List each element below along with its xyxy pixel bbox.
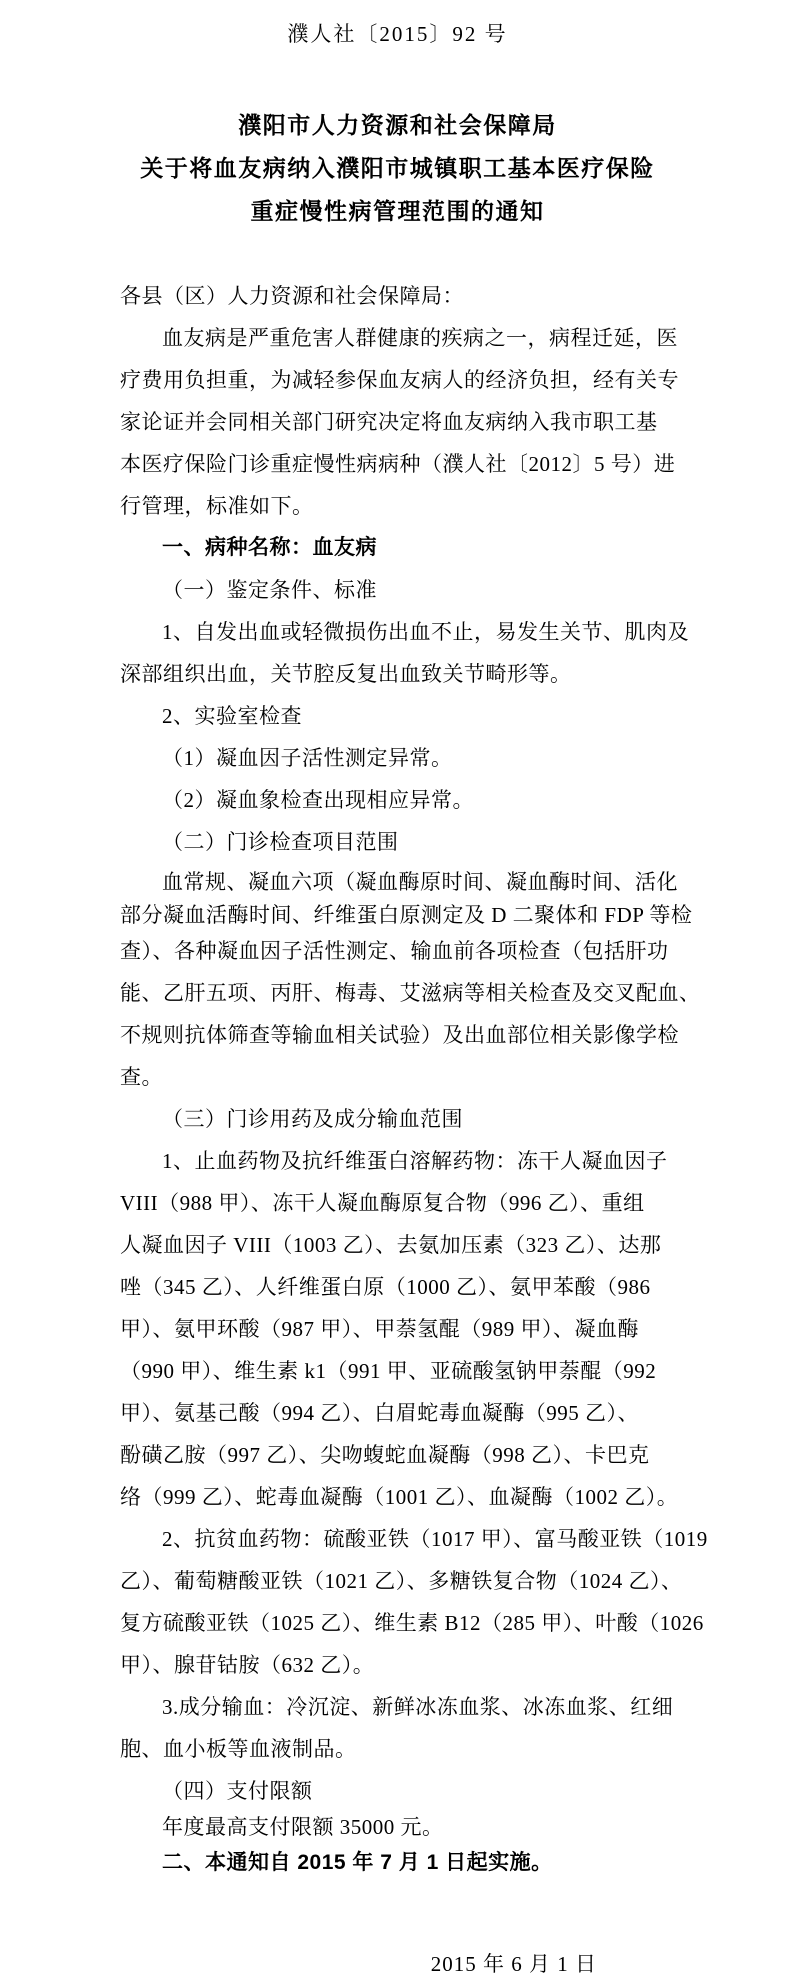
body-line: 甲）、腺苷钴胺（632 乙）。: [120, 1653, 375, 1677]
body-line: 血常规、凝血六项（凝血酶原时间、凝血酶时间、活化: [162, 870, 678, 894]
subsection-heading-medication-scope: （三）门诊用药及成分输血范围: [162, 1107, 463, 1131]
document-number: 濮人社〔2015〕92 号: [287, 22, 508, 46]
section-heading-disease-name: 一、病种名称：血友病: [162, 536, 377, 559]
body-line: 不规则抗体筛查等输血相关试验）及出血部位相关影像学检: [120, 1023, 679, 1047]
body-line: 查。: [120, 1065, 163, 1089]
section-heading-effective-date: 二、本通知自 2015 年 7 月 1 日起实施。: [162, 1851, 553, 1874]
body-line: VIII（988 甲）、冻干人凝血酶原复合物（996 乙）、重组: [120, 1191, 645, 1215]
salutation: 各县（区）人力资源和社会保障局：: [120, 284, 464, 308]
body-line: 查）、各种凝血因子活性测定、输血前各项检查（包括肝功: [120, 939, 669, 963]
body-line: 唑（345 乙）、人纤维蛋白原（1000 乙）、氨甲苯酸（986: [120, 1275, 651, 1299]
body-line: 疗费用负担重，为减轻参保血友病人的经济负担，经有关专: [120, 368, 679, 392]
body-line: 能、乙肝五项、丙肝、梅毒、艾滋病等相关检查及交叉配血、: [120, 981, 701, 1005]
body-line: 年度最高支付限额 35000 元。: [162, 1815, 444, 1839]
body-line: 乙）、葡萄糖酸亚铁（1021 乙）、多糖铁复合物（1024 乙）、: [120, 1569, 683, 1593]
body-line: 血友病是严重危害人群健康的疾病之一，病程迁延，医: [162, 326, 678, 350]
body-line: 部分凝血活酶时间、纤维蛋白原测定及 D 二聚体和 FDP 等检: [120, 903, 693, 927]
body-line: 胞、血小板等血液制品。: [120, 1737, 357, 1761]
body-line: （2）凝血象检查出现相应异常。: [162, 788, 474, 812]
body-line: 1、止血药物及抗纤维蛋白溶解药物：冻干人凝血因子: [162, 1149, 668, 1173]
document-body: [120, 275, 708, 1884]
body-line: 1、自发出血或轻微损伤出血不止，易发生关节、肌肉及: [162, 620, 689, 644]
subsection-heading-criteria: （一）鉴定条件、标准: [162, 578, 377, 602]
title-line-subject: 关于将血友病纳入濮阳市城镇职工基本医疗保险: [140, 156, 655, 181]
body-line: （1）凝血因子活性测定异常。: [162, 746, 453, 770]
body-line: （990 甲）、维生素 k1（991 甲、亚硫酸氢钠甲萘醌（992: [120, 1359, 657, 1383]
body-line: 甲）、氨甲环酸（987 甲）、甲萘氢醌（989 甲）、凝血酶: [120, 1317, 639, 1341]
body-line: 2、抗贫血药物：硫酸亚铁（1017 甲）、富马酸亚铁（1019: [162, 1527, 708, 1551]
title-line-subject-cont: 重症慢性病管理范围的通知: [250, 199, 545, 224]
subsection-heading-exam-scope: （二）门诊检查项目范围: [162, 830, 399, 854]
title-line-issuer: 濮阳市人力资源和社会保障局: [238, 113, 557, 138]
body-line: 复方硫酸亚铁（1025 乙）、维生素 B12（285 甲）、叶酸（1026: [120, 1611, 704, 1635]
body-line: 深部组织出血，关节腔反复出血致关节畸形等。: [120, 662, 572, 686]
body-line: 2、实验室检查: [162, 704, 302, 728]
body-line: 行管理，标准如下。: [120, 494, 314, 518]
body-line: 络（999 乙）、蛇毒血凝酶（1001 乙）、血凝酶（1002 乙）。: [120, 1485, 679, 1509]
body-line: 本医疗保险门诊重症慢性病病种（濮人社〔2012〕5 号）进: [120, 452, 676, 476]
subsection-heading-payment-limit: （四）支付限额: [162, 1779, 313, 1803]
body-line: 甲）、氨基己酸（994 乙）、白眉蛇毒血凝酶（995 乙）、: [120, 1401, 639, 1425]
body-line: 3.成分输血：冷沉淀、新鲜冰冻血浆、冰冻血浆、红细: [162, 1695, 674, 1719]
document-title: [120, 104, 675, 233]
body-line: 酚磺乙胺（997 乙）、尖吻蝮蛇血凝酶（998 乙）、卡巴克: [120, 1443, 650, 1467]
body-line: 家论证并会同相关部门研究决定将血友病纳入我市职工基: [120, 410, 658, 434]
document-date: 2015 年 6 月 1 日: [430, 1952, 597, 1976]
body-line: 人凝血因子 VIII（1003 乙）、去氨加压素（323 乙）、达那: [120, 1233, 662, 1257]
